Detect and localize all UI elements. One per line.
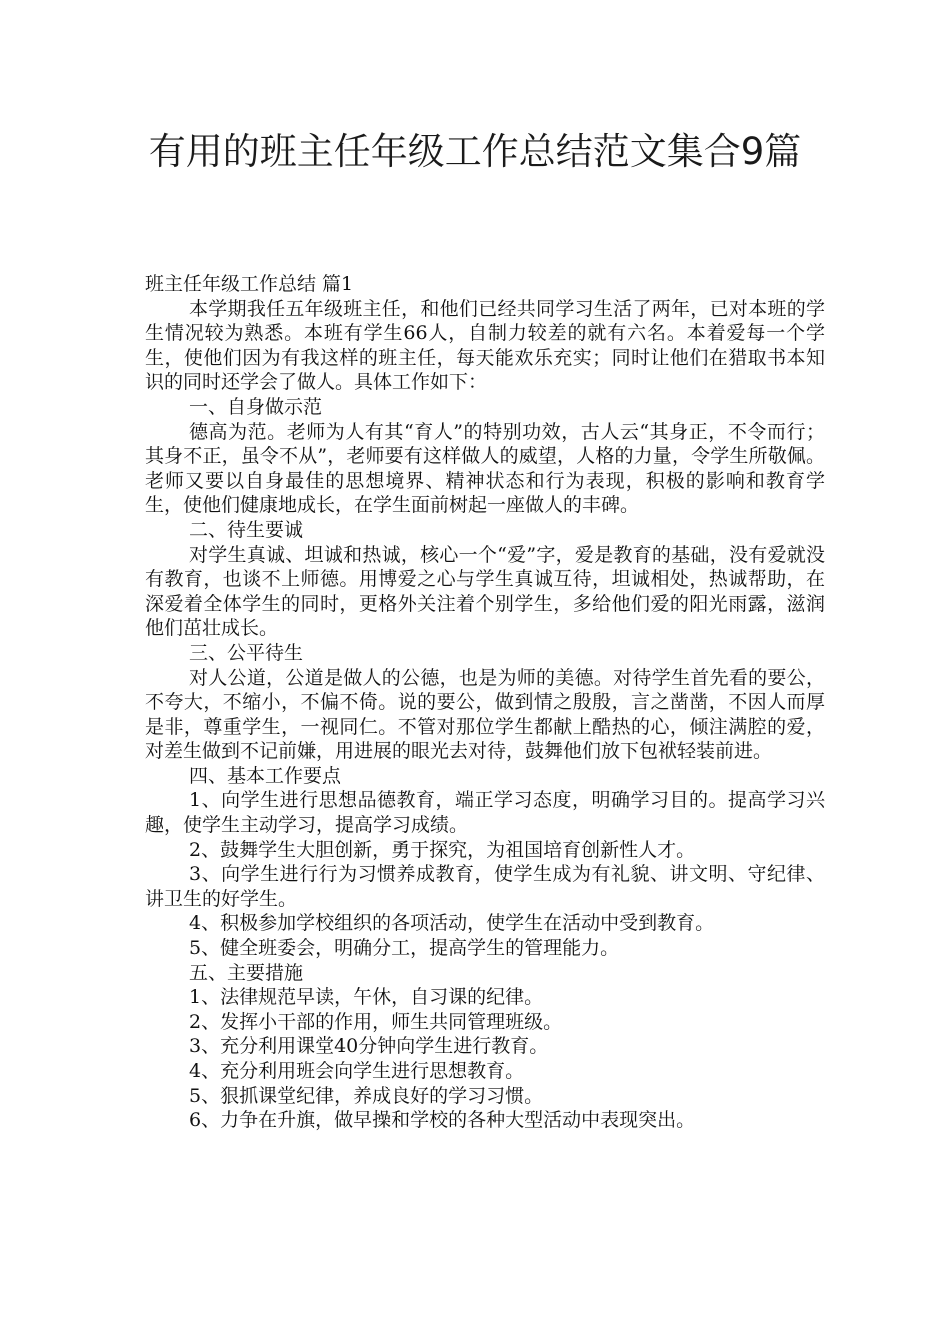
- list-item: 4、充分利用班会向学生进行思想教育。: [189, 1060, 525, 1082]
- list-item: 3、向学生进行行为习惯养成教育，使学生成为有礼貌、讲文明、守纪律、讲卫生的好学生。: [145, 863, 825, 910]
- section-heading-2: 二、待生要诚: [189, 518, 304, 541]
- section-heading-4: 四、基本工作要点: [189, 764, 342, 787]
- section-1-paragraph: 德高为范。老师为人有其“育人”的特别功效，古人云“其身正，不令而行；其身不正，虽令不从”，老师要有这样做人的威望，人格的力量，令学生所敬佩。老师又要以自身最佳的思想境界、精神状态和行为表现，积极的影响和教育学生，使他们健康地成长，在学生面前树起一座做人的丰碑。: [145, 420, 825, 517]
- chapter-heading: 班主任年级工作总结 篇1: [145, 273, 354, 295]
- document-title: 有用的班主任年级工作总结范文集合9篇: [148, 130, 802, 173]
- list-item: 5、狠抓课堂纪律，养成良好的学习习惯。: [189, 1084, 544, 1107]
- list-item: 1、法律规范早读，午休，自习课的纪律。: [189, 986, 544, 1009]
- section-heading-1: 一、自身做示范: [189, 395, 323, 418]
- section-3-paragraph: 对人公道，公道是做人的公德，也是为师的美德。对待学生首先看的要公，不夸大，不缩小，不偏不倚。说的要公，做到情之殷殷，言之凿凿，不因人而厚是非，尊重学生，一视同仁。不管对那位学生都献上酷热的心，倾注满腔的爱，对差生做到不记前嫌，用进展的眼光去对待，鼓舞他们放下包袱轻装前进。: [145, 666, 825, 763]
- list-item: 2、鼓舞学生大胆创新，勇于探究，为祖国培育创新性人才。: [189, 838, 696, 861]
- section-2-paragraph: 对学生真诚、坦诚和热诚，核心一个“爱”字，爱是教育的基础，没有爱就没有教育，也谈不上师德。用博爱之心与学生真诚互待，坦诚相处，热诚帮助，在深爱着全体学生的同时，更格外关注着个别学生，多给他们爱的阳光雨露，滋润他们茁壮成长。: [145, 543, 825, 640]
- list-item: 4、积极参加学校组织的各项活动，使学生在活动中受到教育。: [189, 912, 715, 935]
- list-item: 6、力争在升旗，做早操和学校的各种大型活动中表现突出。: [189, 1109, 696, 1132]
- list-item: 1、向学生进行思想品德教育，端正学习态度，明确学习目的。提高学习兴趣，使学生主动学习，提高学习成绩。: [145, 789, 825, 837]
- intro-paragraph: 本学期我任五年级班主任，和他们已经共同学习生活了两年，已对本班的学生情况较为熟悉。本班有学生66人，自制力较差的就有六名。本着爱每一个学生，使他们因为有我这样的班主任，每天能欢乐充实；同时让他们在猎取书本知识的同时还学会了做人。具体工作如下：: [145, 297, 825, 394]
- section-heading-5: 五、主要措施: [189, 961, 304, 984]
- document-body: [145, 272, 825, 1133]
- list-item: 3、充分利用课堂40分钟向学生进行教育。: [189, 1035, 549, 1058]
- section-heading-3: 三、公平待生: [189, 641, 304, 664]
- list-item: 5、健全班委会，明确分工，提高学生的管理能力。: [189, 937, 620, 960]
- list-item: 2、发挥小干部的作用，师生共同管理班级。: [189, 1010, 563, 1033]
